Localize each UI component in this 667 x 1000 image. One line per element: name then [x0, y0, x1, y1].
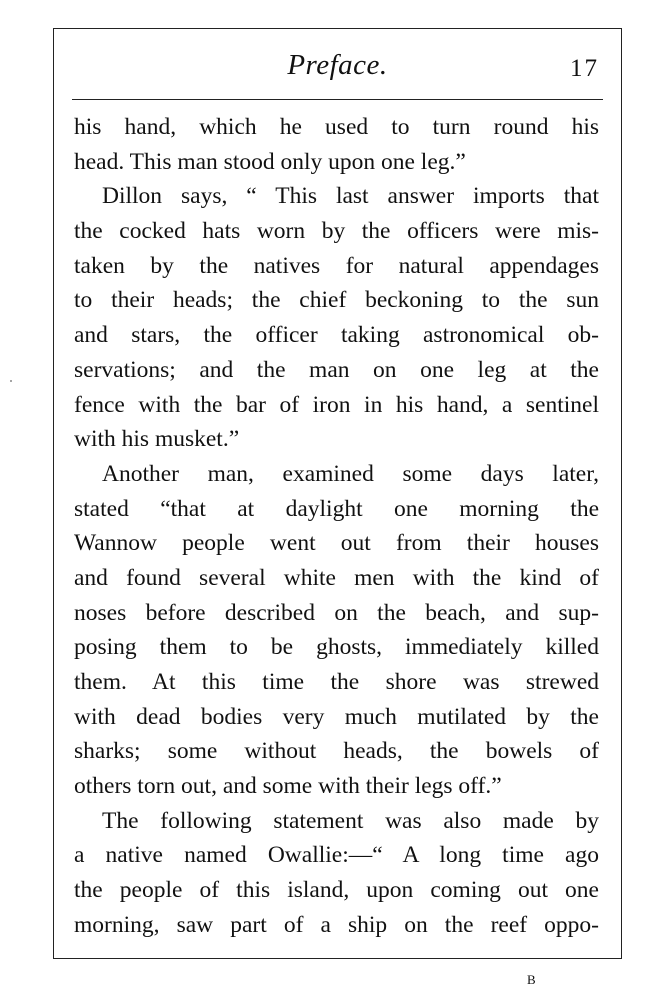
text-line: The following statement was also made by [102, 807, 599, 834]
margin-speck [10, 380, 12, 382]
text-line: a native named Owallie:—“ A long time ago [74, 842, 599, 869]
page-number: 17 [570, 55, 599, 82]
text-line: noses before described on the beach, and sup- [74, 599, 599, 626]
text-line: head. This man stood only upon one leg.” [74, 148, 466, 175]
text-line: his hand, which he used to turn round his [74, 114, 599, 140]
text-line: posing them to be ghosts, immediately killed [74, 634, 599, 661]
text-line: them. At this time the shore was strewed [74, 669, 599, 695]
page-frame [53, 28, 622, 959]
text-line: and found several white men with the kind of [74, 564, 599, 591]
body-text [74, 110, 599, 943]
text-line: with his musket.” [74, 426, 240, 453]
text-line: sharks; some without heads, the bowels of [74, 738, 599, 765]
running-head [54, 29, 621, 99]
text-line: taken by the natives for natural appendages [74, 252, 599, 279]
text-line: and stars, the officer taking astronomical ob- [74, 322, 599, 349]
text-line: to their heads; the chief beckoning to the sun [74, 287, 599, 314]
text-line: morning, saw part of a ship on the reef oppo- [74, 911, 599, 938]
text-line: the cocked hats worn by the officers were mis- [74, 218, 599, 245]
text-line: others torn out, and some with their legs off.” [74, 773, 502, 800]
text-line: Another man, examined some days later, [102, 460, 599, 487]
text-line: the people of this island, upon coming out one [74, 877, 599, 904]
text-line: Dillon says, “ This last answer imports that [102, 183, 599, 210]
text-line: Wannow people went out from their houses [74, 530, 599, 557]
signature-mark: B [527, 972, 537, 987]
text-line: stated “that at daylight one morning the [74, 495, 599, 522]
header-rule [72, 99, 603, 100]
text-line: fence with the bar of iron in his hand, a sentinel [74, 391, 599, 418]
running-title: Preface. [287, 49, 388, 81]
text-line: with dead bodies very much mutilated by the [74, 703, 599, 730]
text-line: servations; and the man on one leg at the [74, 356, 599, 383]
